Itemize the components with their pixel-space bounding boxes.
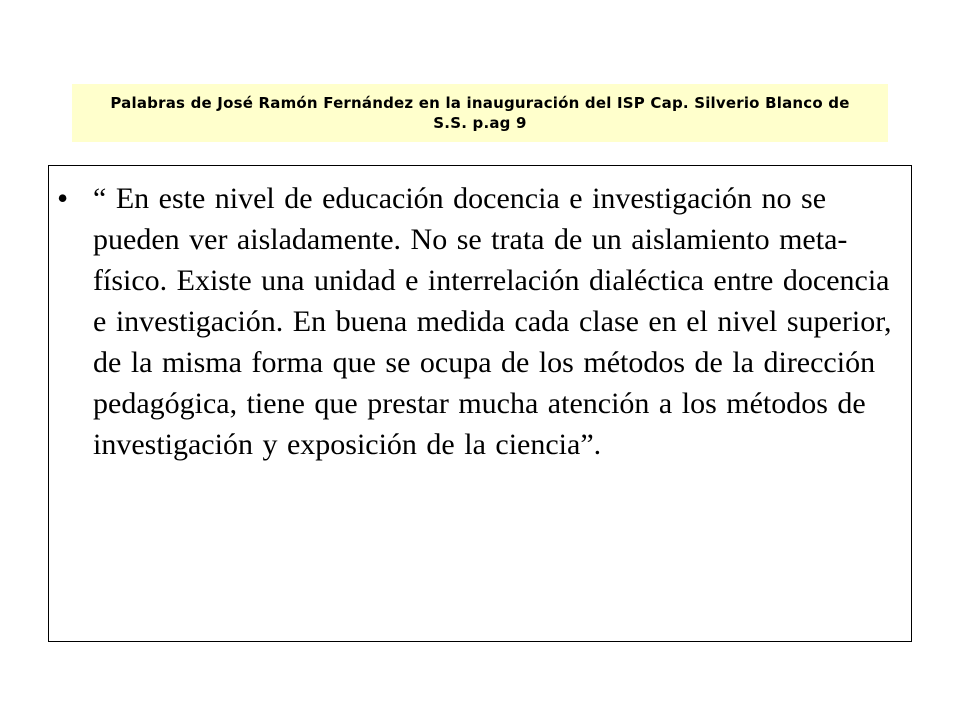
content-box <box>48 165 912 642</box>
title-box <box>72 84 888 142</box>
bullet-marker: • <box>57 180 69 216</box>
slide-title: Palabras de José Ramón Fernández en la inauguración del ISP Cap. Silverio Blanco de S.S. p.ag 9 <box>110 94 850 132</box>
quote-text: “ En este nivel de educación docencia e investigación no se pueden ver aisladamente. No se trata de un aislamiento meta-físico. Existe una unidad e interrelación dialéctica entre docencia e investigación. En buena medida cada clase en el nivel superior, de la misma forma que se ocupa de los métodos de la dirección pedagógica, tiene que prestar mucha atención a los métodos de investigación y exposición de la ciencia”. <box>93 182 892 461</box>
